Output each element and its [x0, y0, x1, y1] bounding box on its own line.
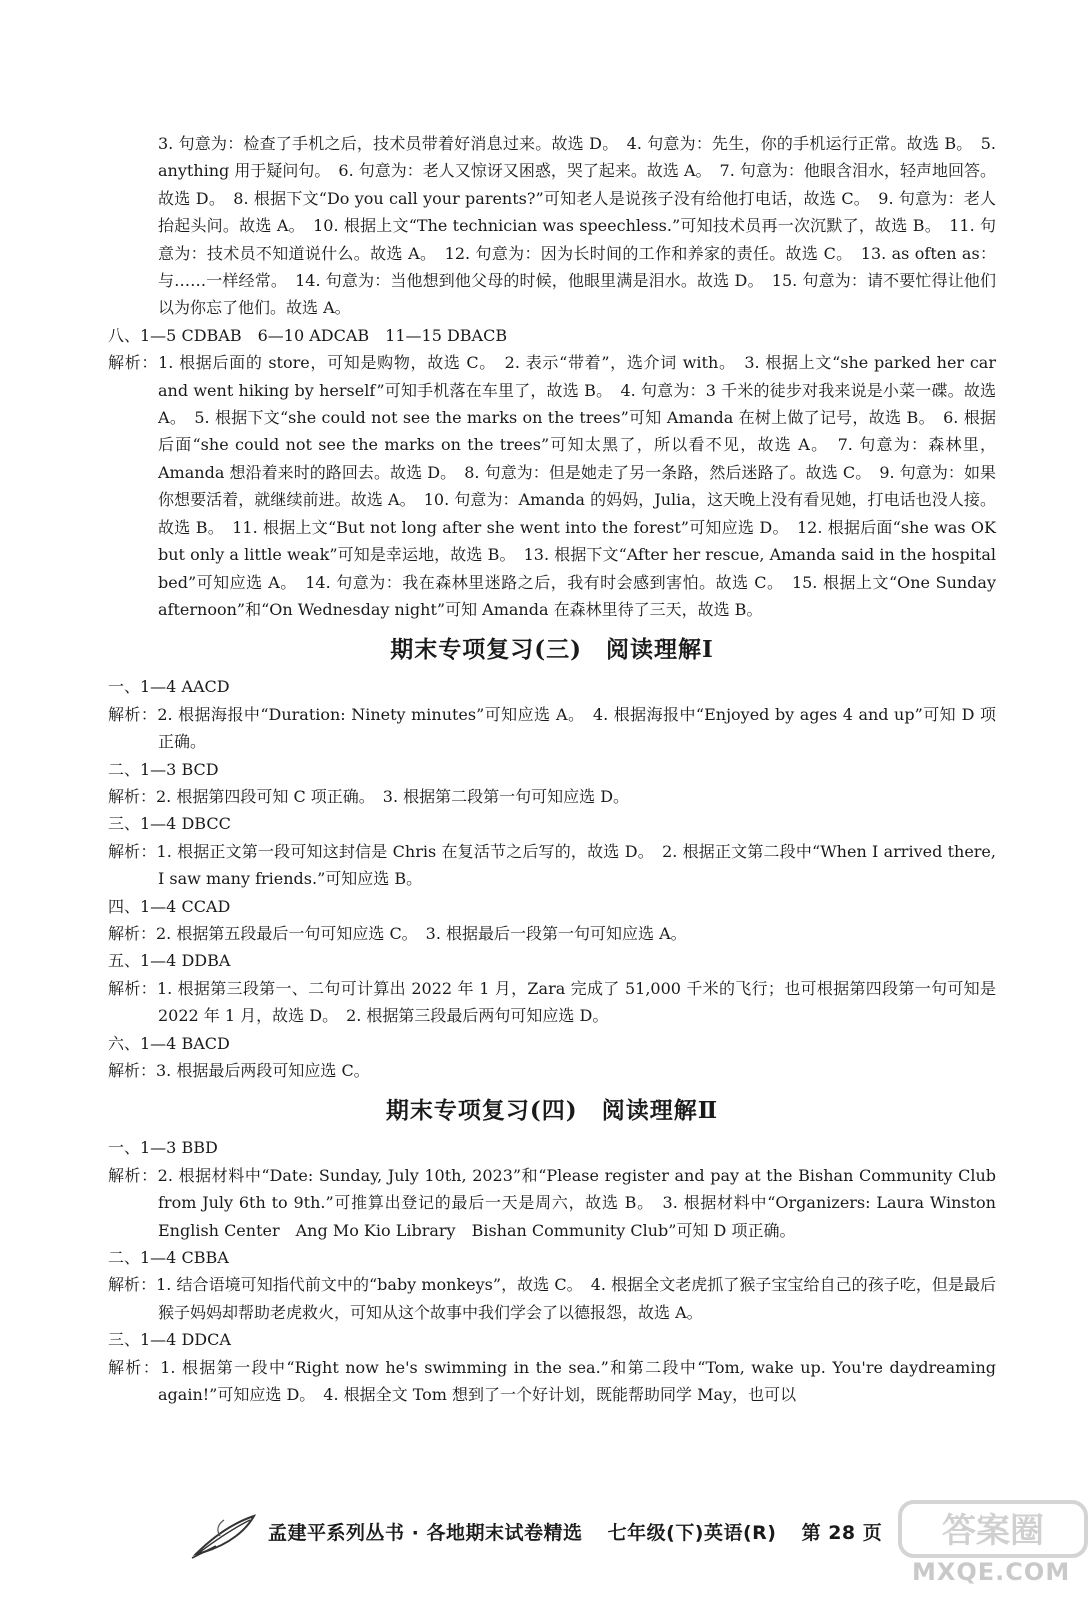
- answer-key-line: 三、1—4 DBCC: [108, 814, 231, 834]
- watermark-text: 答案圈: [942, 1511, 1044, 1551]
- answer-explanation: 解析：2. 根据海报中“Duration: Ninety minutes”可知应选 A。 4. 根据海报中“Enjoyed by ages 4 and up”可知 D 项正确。: [108, 704, 996, 752]
- answer-explanation: 解析：2. 根据材料中“Date: Sunday, July 10th, 2023”和“Please register and pay at the Bishan Community Club from July 6th to 9th.”可推算出登记的最后一天是周六，故选 B。 3. 根据材料中“Organizers: Laura Winston English Center Ang Mo Kio Library Bishan Community Club”可知 D 项正确。: [108, 1165, 996, 1240]
- footer-series: 孟建平系列丛书 · 各地期末试卷精选: [268, 1522, 583, 1544]
- footer-grade: 七年级(下)英语(R): [607, 1522, 777, 1544]
- answer-content: [108, 130, 996, 1408]
- answer-explanation: 解析：1. 根据第一段中“Right now he's swimming in the sea.”和第二段中“Tom, wake up. You're daydreaming again!”可知应选 D。 4. 根据全文 Tom 想到了一个好计划，既能帮助同学 May，也可以: [108, 1357, 996, 1405]
- answer-key-line: 五、1—4 DDBA: [108, 951, 231, 971]
- answer-key-line: 三、1—4 DDCA: [108, 1330, 231, 1350]
- answer-key-line: 八、1—5 CDBAB 6—10 ADCAB 11—15 DBACB: [108, 325, 508, 345]
- section-title: 期末专项复习(四): [385, 1097, 578, 1125]
- section-heading-review-3: [108, 630, 996, 670]
- answer-key-line: 二、1—3 BCD: [108, 759, 219, 779]
- watermark-logo: [898, 1496, 1088, 1562]
- answer-explanation: 解析：2. 根据第五段最后一句可知应选 C。 3. 根据最后一段第一句可知应选 A。: [108, 923, 687, 943]
- section-subtitle: 阅读理解Ⅱ: [601, 1097, 719, 1125]
- answer-explanation-continued: 3. 句意为：检查了手机之后，技术员带着好消息过来。故选 D。 4. 句意为：先生，你的手机运行正常。故选 B。 5. anything 用于疑问句。 6. 句意为：老人又惊讶又困惑，哭了起来。故选 A。 7. 句意为：他眼含泪水，轻声地回答。故选 D。 8. 根据下文“Do you call your parents?”可知老人是说孩子没有给他打电话，故选 C。 9. 句意为：老人抬起头问。故选 A。 10. 根据上文“The technician was speechless.”可知技术员再一次沉默了，故选 B。 11. 句意为：技术员不知道说什么。故选 A。 12. 句意为：因为长时间的工作和养家的责任。故选 C。 13. as often as：与……一样经常。 14. 句意为：当他想到他父母的时候，他眼里满是泪水。故选 D。 15. 句意为：请不要忙得让他们以为你忘了他们。故选 A。: [158, 134, 996, 318]
- section-subtitle: 阅读理解Ⅰ: [606, 636, 714, 664]
- feather-logo-icon: [190, 1510, 260, 1560]
- footer-page-number: 第 28 页: [801, 1522, 883, 1544]
- footer-text: [268, 1518, 900, 1545]
- answer-explanation: 解析：1. 根据正文第一段可知这封信是 Chris 在复活节之后写的，故选 D。 2. 根据正文第二段中“When I arrived there, I saw many friends.”可知应选 B。: [108, 841, 996, 889]
- answer-key-line: 二、1—4 CBBA: [108, 1248, 229, 1268]
- answer-explanation: 解析：1. 根据第三段第一、二句可计算出 2022 年 1 月，Zara 完成了 51,000 千米的飞行；也可根据第四段第一句可知是 2022 年 1 月，故选 D。 2. 根据第三段最后两句可知应选 D。: [108, 978, 996, 1026]
- answer-explanation: 解析：3. 根据最后两段可知应选 C。: [108, 1061, 370, 1080]
- answer-key-line: 一、1—3 BBD: [108, 1138, 218, 1158]
- watermark-url: MXQE.COM: [912, 1558, 1071, 1586]
- answer-explanation: 解析：1. 结合语境可知指代前文中的“baby monkeys”，故选 C。 4. 根据全文老虎抓了猴子宝宝给自己的孩子吃，但是最后猴子妈妈却帮助老虎救火，可知从这个故事中我们学会了以德报怨，故选 A。: [108, 1275, 996, 1322]
- answer-explanation: 解析：2. 根据第四段可知 C 项正确。 3. 根据第二段第一句可知应选 D。: [108, 786, 630, 806]
- section-title: 期末专项复习(三): [390, 636, 582, 664]
- section-heading-review-4: [108, 1091, 996, 1131]
- answer-key-line: 四、1—4 CCAD: [108, 896, 231, 916]
- answer-key-line: 六、1—4 BACD: [108, 1033, 230, 1053]
- answer-key-line: 一、1—4 AACD: [108, 677, 230, 697]
- answer-explanation: 解析：1. 根据后面的 store，可知是购物，故选 C。 2. 表示“带着”，选介词 with。 3. 根据上文“she parked her car and went hiking by herself”可知手机落在车里了，故选 B。 4. 句意为：3 千米的徒步对我来说是小菜一碟。故选 A。 5. 根据下文“she could not see the marks on the trees”可知 Amanda 在树上做了记号，故选 B。 6. 根据后面“she could not see the marks on the trees”可知太黑了，所以看不见，故选 A。 7. 句意为：森林里，Amanda 想沿着来时的路回去。故选 D。 8. 句意为：但是她走了另一条路，然后迷路了。故选 C。 9. 句意为：如果你想要活着，就继续前进。故选 A。 10. 句意为：Amanda 的妈妈，Julia，这天晚上没有看见她，打电话也没人接。故选 B。 11. 根据上文“But not long after she went into the forest”可知应选 D。 12. 根据后面“she was OK but only a little weak”可知是幸运地，故选 B。 13. 根据下文“After her rescue, Amanda said in the hospital bed”可知应选 A。 14. 句意为：我在森林里迷路之后，我有时会感到害怕。故选 C。 15. 根据上文“One Sunday afternoon”和“On Wednesday night”可知 Amanda 在森林里待了三天，故选 B。: [108, 353, 996, 619]
